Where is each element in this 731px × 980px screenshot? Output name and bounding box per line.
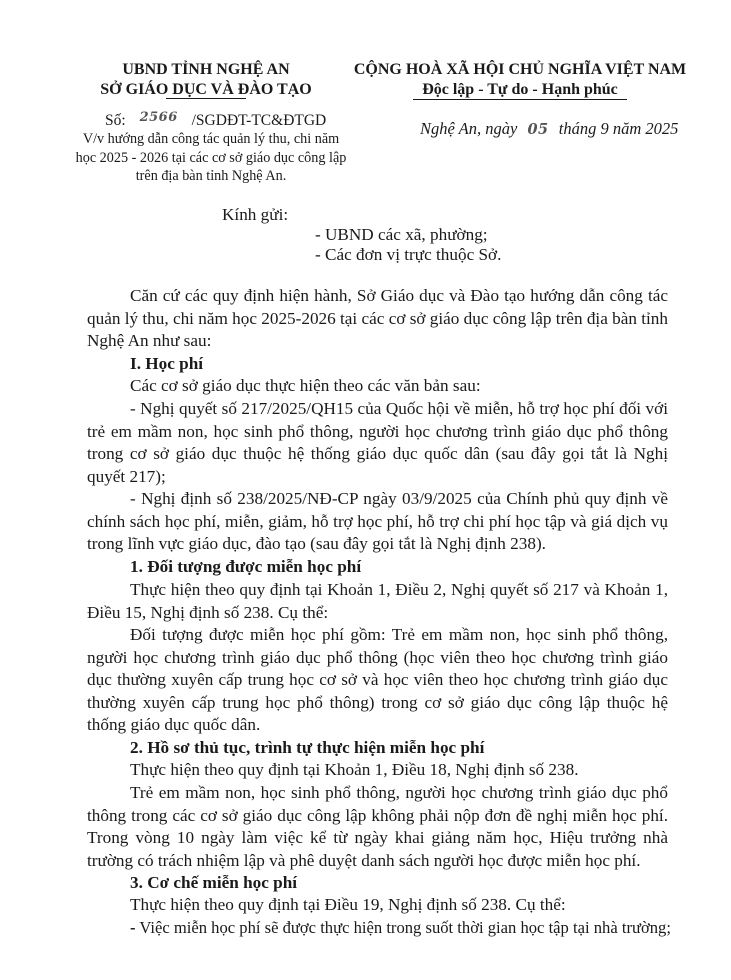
- legal-basis-item: - Nghị định số 238/2025/NĐ-CP ngày 03/9/2025 của Chính phủ quy định về chính sách học phí, miễn, giảm, hỗ trợ học phí, hỗ trợ chi phí học tập và giá dịch vụ trong lĩnh vực giáo dục, đào tạo (sau đây gọi tắt là Nghị định 238).: [87, 489, 668, 554]
- motto-underline: [413, 99, 627, 100]
- recipient-item: - UBND các xã, phường;: [315, 225, 488, 244]
- heading-exemption-mechanism: 3. Cơ chế miễn học phí: [130, 873, 298, 892]
- nation-title: CỘNG HOÀ XÃ HỘI CHỦ NGHĨA VIỆT NAM: [353, 61, 687, 78]
- number-value: 2566: [139, 110, 178, 125]
- intro-paragraph: Căn cứ các quy định hiện hành, Sở Giáo dục và Đào tạo hướng dẫn công tác quản lý thu, chi năm học 2025-2026 tại các cơ sở giáo dục công lập trên địa bàn tỉnh Nghệ An như sau:: [87, 286, 668, 351]
- dash-marker: -: [130, 918, 136, 937]
- heading-eligible-subjects: 1. Đối tượng được miễn học phí: [130, 557, 362, 576]
- paragraph: [130, 917, 671, 940]
- date-line: [420, 118, 678, 141]
- legal-basis-item: - Nghị quyết số 217/2025/QH15 của Quốc hội về miễn, hỗ trợ học phí đối với trẻ em mầm non, học sinh phổ thông, người học chương trình giáo dục phổ thông trong cơ sở giáo dục thuộc hệ thống giáo dục quốc dân (sau đây gọi tắt là Nghị quyết 217);: [87, 399, 668, 486]
- motto: Độc lập - Tự do - Hạnh phúc: [422, 81, 618, 98]
- section-lead: Các cơ sở giáo dục thực hiện theo các văn bản sau:: [130, 376, 481, 395]
- paragraph: Đối tượng được miễn học phí gồm: Trẻ em mầm non, học sinh phổ thông, người học chương trình giáo dục phổ thông (học viên theo học chương trình giáo dục thường xuyên cấp trung học cơ sở và học viên theo học chương trình giáo dục thường xuyên cấp trung học phổ thông) trong cơ sở giáo dục công lập thuộc hệ thống giáo dục quốc dân.: [87, 625, 668, 735]
- date-day: 05: [527, 121, 549, 138]
- subject-line: V/v hướng dẫn công tác quản lý thu, chi năm học 2025 - 2026 tại các cơ sở giáo dục công lập trên địa bàn tỉnh Nghệ An.: [75, 131, 347, 184]
- paragraph: Thực hiện theo quy định tại Khoản 1, Điều 18, Nghị định số 238.: [130, 760, 579, 779]
- agency-name: UBND TỈNH NGHỆ AN: [122, 61, 290, 78]
- paragraph: Trẻ em mầm non, học sinh phổ thông, người học chương trình giáo dục phổ thông trong các cơ sở giáo dục công lập không phải nộp đơn đề nghị miễn học phí. Trong vòng 10 ngày làm việc kể từ ngày khai giảng năm học, Hiệu trưởng nhà trường có trách nhiệm lập và phê duyệt danh sách người học được miễn học phí.: [87, 783, 668, 870]
- paragraph: Thực hiện theo quy định tại Điều 19, Nghị định số 238. Cụ thể:: [130, 895, 566, 914]
- number-label: Số:: [105, 112, 126, 129]
- document-number-row: [105, 111, 326, 132]
- recipients-label: Kính gửi:: [222, 205, 289, 224]
- heading-procedure: 2. Hồ sơ thủ tục, trình tự thực hiện miễn học phí: [130, 738, 485, 757]
- section-heading-tuition: I. Học phí: [130, 354, 204, 373]
- date-prefix: Nghệ An, ngày: [420, 119, 518, 138]
- date-suffix: tháng 9 năm 2025: [558, 119, 679, 138]
- number-suffix: /SGDĐT-TC&ĐTGD: [191, 112, 327, 129]
- recipient-item: - Các đơn vị trực thuộc Sở.: [315, 245, 502, 264]
- paragraph-text: Việc miễn học phí sẽ được thực hiện trong suốt thời gian học tập tại nhà trường;: [135, 918, 671, 937]
- paragraph: Thực hiện theo quy định tại Khoản 1, Điều 2, Nghị quyết số 217 và Khoản 1, Điều 15, Nghị định số 238. Cụ thể:: [87, 580, 668, 622]
- department-name: SỞ GIÁO DỤC VÀ ĐÀO TẠO: [100, 81, 312, 98]
- department-underline: [166, 98, 246, 99]
